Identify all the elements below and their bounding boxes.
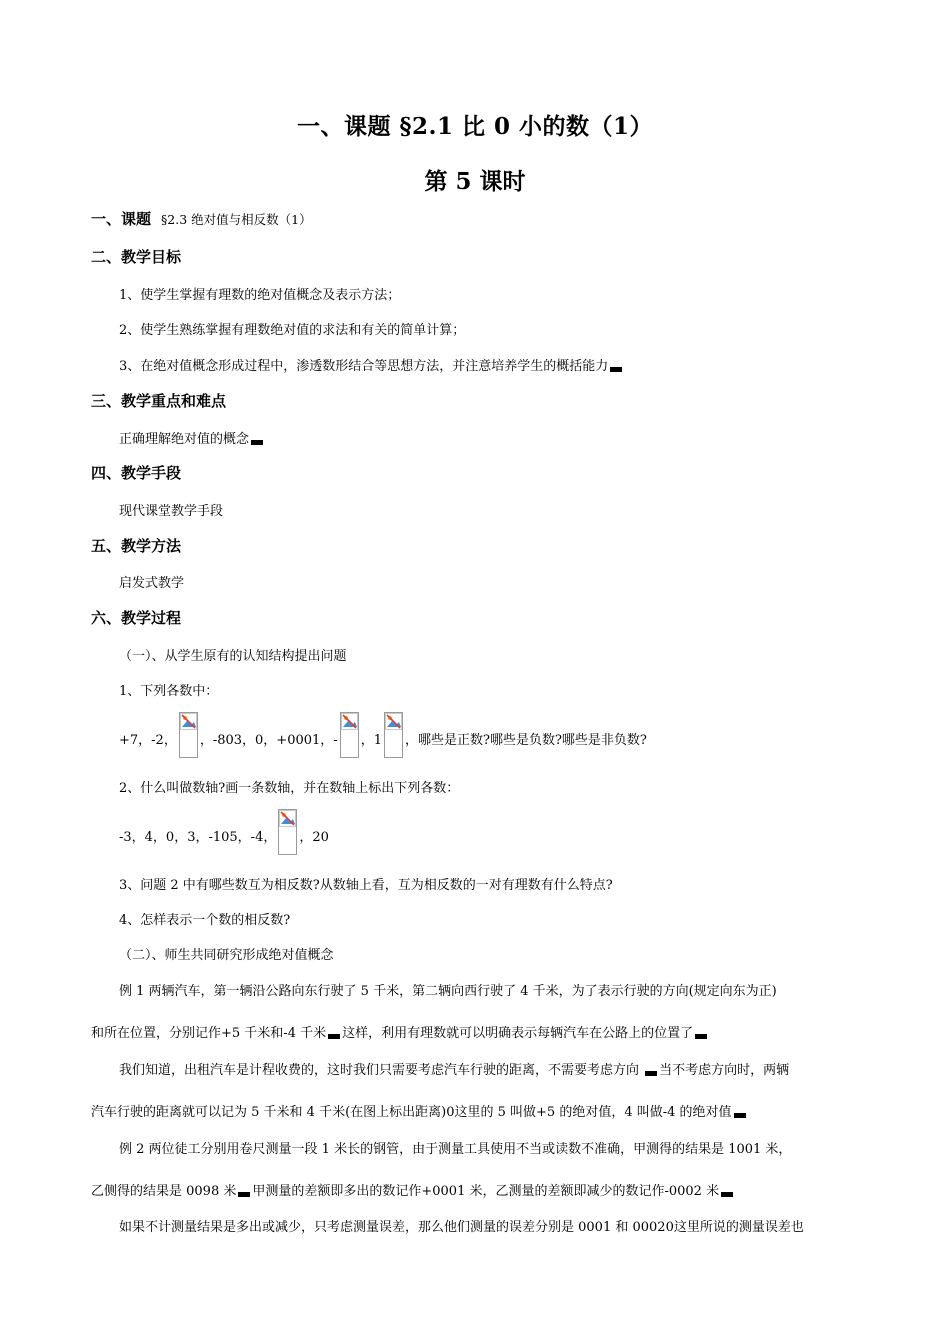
text-segment: 这样，利用有理数就可以明确表示每辆汽车在公路上的位置了: [342, 1026, 694, 1041]
paragraph-1-line-1: [119, 1059, 789, 1078]
period-mark: [645, 1071, 657, 1076]
example-1-line-1: 例 1 两辆汽车，第一辆沿公路向东行驶了 5 千米，第二辆向西行驶了 4 千米，为了表示行驶的方向(规定向东为正): [119, 984, 777, 999]
goal-item-3: [119, 355, 624, 374]
key-point-text: [119, 428, 265, 447]
text-segment: 汽车行驶的距离就可以记为 5 千米和 4 千米(在图上标出距离)0这里的 5 叫做+5 的绝对值，4 叫做-4 的绝对值: [91, 1105, 732, 1120]
section-1-topic: §2.3 绝对值与相反数（1）: [161, 212, 312, 227]
example-1-line-2: [91, 1022, 709, 1041]
question-2: 2、什么叫做数轴?画一条数轴，并在数轴上标出下列各数：: [119, 781, 460, 796]
question-1-numbers: [119, 712, 647, 758]
numbers-segment: +7，-2，: [119, 733, 177, 748]
example-2-line-2: [91, 1180, 735, 1199]
period-mark: [734, 1113, 746, 1118]
broken-image-icon: [340, 712, 359, 758]
section-1-heading: [91, 208, 312, 229]
section-6-heading: 六、教学过程: [91, 609, 182, 627]
numbers-segment: ，1: [360, 733, 382, 748]
numbers-segment: ，哪些是正数?哪些是负数?哪些是非负数?: [404, 733, 647, 748]
period-mark: [695, 1034, 707, 1039]
question-4: 4、怎样表示一个数的相反数?: [119, 913, 291, 928]
paragraph-2-line-1: 如果不计测量结果是多出或减少，只考虑测量误差，那么他们测量的误差分别是 0001 和 00020这里所说的测量误差也: [119, 1220, 804, 1235]
question-1: 1、下列各数中：: [119, 684, 219, 699]
section-3-heading: 三、教学重点和难点: [91, 392, 227, 410]
key-point-text-content: 正确理解绝对值的概念: [119, 432, 250, 447]
teaching-means-text: 现代课堂教学手段: [119, 504, 224, 519]
process-part-1-title: （一）、从学生原有的认知结构提出问题: [119, 649, 347, 664]
goal-item-3-text: 3、在绝对值概念形成过程中，渗透数形结合等思想方法，并注意培养学生的概括能力: [119, 359, 609, 374]
goal-item-2: 2、使学生熟练掌握有理数绝对值的求法和有关的简单计算；: [119, 323, 466, 338]
text-segment: 和所在位置，分别记作+5 千米和-4 千米: [91, 1026, 327, 1041]
process-part-2-title: （二）、师生共同研究形成绝对值概念: [119, 948, 334, 963]
text-segment: 我们知道，出租汽车是计程收费的，这时我们只需要考虑汽车行驶的距离，不需要考虑方向: [119, 1063, 644, 1078]
broken-image-icon: [278, 809, 297, 855]
broken-image-icon: [179, 712, 198, 758]
numbers-segment: -3，4，0，3，-105，-4，: [119, 830, 277, 845]
broken-image-icon: [384, 712, 403, 758]
section-4-heading: 四、教学手段: [91, 464, 182, 482]
numbers-segment: ，-803，0，+0001，-: [199, 733, 338, 748]
period-mark: [238, 1192, 250, 1197]
paragraph-1-line-2: [91, 1101, 748, 1120]
section-5-heading: 五、教学方法: [91, 537, 182, 555]
period-mark: [328, 1034, 340, 1039]
example-2-line-1: 例 2 两位徒工分别用卷尺测量一段 1 米长的钢管，由于测量工具使用不当或读数不准确，甲测得的结果是 1001 米，: [119, 1142, 792, 1157]
question-3: 3、问题 2 中有哪些数互为相反数?从数轴上看，互为相反数的一对有理数有什么特点?: [119, 878, 613, 893]
numbers-segment: ，20: [299, 830, 329, 845]
section-1-label: 一、课题: [91, 210, 152, 228]
period-mark: [251, 440, 263, 445]
text-segment: 当不考虑方向时，两辆: [659, 1063, 790, 1078]
goal-item-1: 1、使学生掌握有理数的绝对值概念及表示方法；: [119, 288, 401, 303]
section-2-heading: 二、教学目标: [91, 248, 182, 266]
text-segment: 甲测量的差额即多出的数记作+0001 米，乙测量的差额即减少的数记作-0002 米: [252, 1184, 720, 1199]
period-mark: [610, 367, 622, 372]
document-title: 一、课题 §2.1 比 0 小的数（1）: [296, 113, 654, 140]
teaching-method-text: 启发式教学: [119, 576, 185, 591]
question-2-numbers: [119, 809, 329, 855]
lesson-number: 第 5 课时: [424, 168, 526, 195]
period-mark: [721, 1192, 733, 1197]
text-segment: 乙侧得的结果是 0098 米: [91, 1184, 237, 1199]
